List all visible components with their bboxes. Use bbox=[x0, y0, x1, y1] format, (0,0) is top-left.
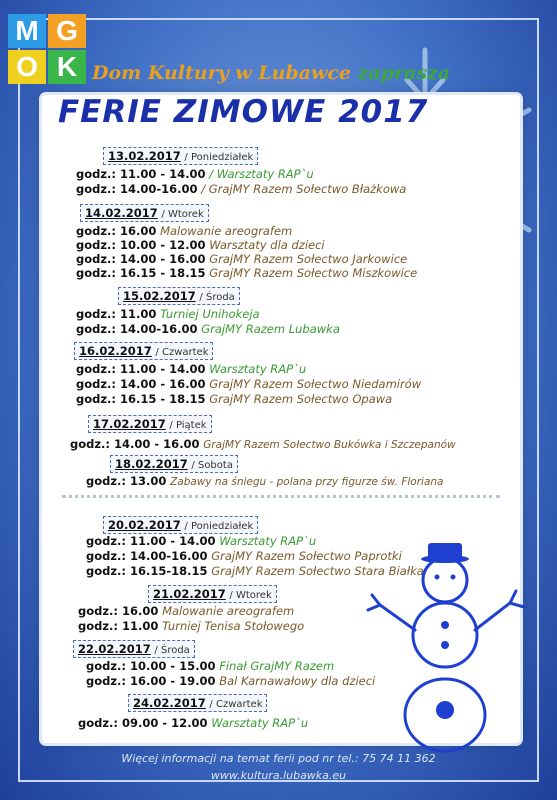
date-label: 17.02.2017 bbox=[93, 417, 166, 431]
activity-label: Malowanie areografem bbox=[162, 604, 295, 618]
time-label: godz.: 13.00 bbox=[86, 474, 167, 488]
time-label: godz.: 16.15 - 18.15 bbox=[76, 392, 206, 406]
activity-label: Warsztaty RAP`u bbox=[211, 716, 309, 730]
activity-label: GrajMY Razem Sołectwo Niedamirów bbox=[209, 377, 422, 391]
date-heading bbox=[148, 585, 277, 603]
date-label: 24.02.2017 bbox=[133, 696, 206, 710]
date-label: 13.02.2017 bbox=[108, 149, 181, 163]
activity-label: Malowanie areografem bbox=[160, 224, 293, 238]
time-label: godz.: 11.00 - 14.00 bbox=[86, 534, 216, 548]
schedule-row bbox=[78, 604, 294, 618]
schedule-row bbox=[76, 238, 325, 252]
time-label: godz.: 16.00 bbox=[76, 224, 157, 238]
logo-letter-g: G bbox=[48, 14, 86, 48]
activity-label: Turniej Unihokeja bbox=[160, 307, 260, 321]
activity-label: Warsztaty RAP`u bbox=[209, 362, 307, 376]
date-label: 21.02.2017 bbox=[153, 587, 226, 601]
schedule-row bbox=[78, 619, 304, 633]
weekday-label: / Poniedziałek bbox=[184, 521, 254, 532]
logo-letter-o: O bbox=[8, 50, 46, 84]
date-heading bbox=[103, 147, 258, 165]
activity-label: GrajMY Razem Sołectwo Miszkowice bbox=[209, 266, 418, 280]
time-label: godz.: 14.00 - 16.00 bbox=[70, 437, 200, 451]
schedule-row bbox=[86, 549, 402, 563]
time-label: godz.: 16.00 bbox=[78, 604, 159, 618]
date-heading bbox=[74, 342, 213, 360]
schedule-row bbox=[86, 659, 334, 673]
time-label: godz.: 10.00 - 15.00 bbox=[86, 659, 216, 673]
date-label: 14.02.2017 bbox=[85, 206, 158, 220]
schedule-row bbox=[76, 224, 292, 238]
schedule-row bbox=[86, 674, 375, 688]
schedule-row bbox=[76, 167, 314, 181]
page-title: FERIE ZIMOWE 2017 bbox=[58, 94, 429, 130]
invite-text: zaprasza bbox=[357, 62, 451, 84]
footer-url: www.kultura.lubawka.eu bbox=[210, 769, 347, 782]
date-label: 15.02.2017 bbox=[123, 289, 196, 303]
snowman-illustration bbox=[360, 525, 530, 760]
logo-letter-k: K bbox=[48, 50, 86, 84]
date-heading bbox=[110, 455, 238, 473]
activity-label: Bal Karnawałowy dla dzieci bbox=[219, 674, 376, 688]
time-label: godz.: 09.00 - 12.00 bbox=[78, 716, 208, 730]
schedule-row bbox=[78, 716, 308, 730]
activity-label: GrajMY Razem Sołectwo Jarkowice bbox=[209, 252, 408, 266]
schedule-row bbox=[76, 307, 260, 321]
time-label: godz.: 16.15-18.15 bbox=[86, 564, 208, 578]
activity-label: Turniej Tenisa Stołowego bbox=[162, 619, 305, 633]
date-heading bbox=[103, 516, 258, 534]
weekday-label: / Piątek bbox=[169, 420, 207, 431]
date-heading bbox=[73, 640, 195, 658]
activity-label: GrajMY Razem Sołectwo Bukówka i Szczepanów bbox=[203, 439, 456, 451]
time-label: godz.: 14.00-16.00 bbox=[76, 182, 198, 196]
activity-label: GrajMY Razem Sołectwo Stara Białka bbox=[211, 564, 424, 578]
time-label: godz.: 14.00-16.00 bbox=[86, 549, 208, 563]
schedule-row bbox=[76, 266, 417, 280]
weekday-label: / Wtorek bbox=[161, 209, 204, 220]
schedule-row bbox=[76, 252, 407, 266]
time-label: godz.: 14.00 - 16.00 bbox=[76, 377, 206, 391]
time-label: godz.: 11.00 bbox=[76, 307, 157, 321]
schedule-row bbox=[76, 182, 406, 196]
date-heading bbox=[128, 694, 267, 712]
activity-label: / GrajMY Razem Sołectwo Błażkowa bbox=[201, 182, 407, 196]
time-label: godz.: 16.15 - 18.15 bbox=[76, 266, 206, 280]
activity-label: Warsztaty RAP`u bbox=[219, 534, 317, 548]
activity-label: GrajMY Razem Lubawka bbox=[201, 322, 340, 336]
weekday-label: / Środa bbox=[154, 645, 190, 656]
header-line bbox=[92, 62, 450, 84]
activity-label: / Warsztaty RAP`u bbox=[209, 167, 314, 181]
date-label: 20.02.2017 bbox=[108, 518, 181, 532]
date-heading bbox=[80, 204, 209, 222]
time-label: godz.: 16.00 - 19.00 bbox=[86, 674, 216, 688]
time-label: godz.: 14.00-16.00 bbox=[76, 322, 198, 336]
activity-label: Warsztaty dla dzieci bbox=[209, 238, 325, 252]
mgok-logo bbox=[8, 14, 88, 88]
activity-label: GrajMY Razem Sołectwo Opawa bbox=[209, 392, 393, 406]
weekday-label: / Czwartek bbox=[155, 347, 209, 358]
schedule-row bbox=[76, 362, 306, 376]
logo-letter-m: M bbox=[8, 14, 46, 48]
date-label: 22.02.2017 bbox=[78, 642, 151, 656]
date-heading bbox=[118, 287, 240, 305]
time-label: godz.: 11.00 bbox=[78, 619, 159, 633]
organization-name: Dom Kultury w Lubawce bbox=[92, 62, 352, 84]
activity-label: GrajMY Razem Sołectwo Paprotki bbox=[211, 549, 402, 563]
weekday-label: / Środa bbox=[199, 292, 235, 303]
schedule-row bbox=[76, 322, 340, 336]
week-divider bbox=[62, 495, 500, 498]
weekday-label: / Czwartek bbox=[209, 699, 263, 710]
time-label: godz.: 11.00 - 14.00 bbox=[76, 167, 206, 181]
activity-label: Zabawy na śniegu - polana przy figurze św. Floriana bbox=[170, 476, 444, 488]
date-label: 16.02.2017 bbox=[79, 344, 152, 358]
footer-info: Więcej informacji na temat ferii pod nr tel.: 75 74 11 362 bbox=[121, 752, 436, 765]
weekday-label: / Poniedziałek bbox=[184, 152, 254, 163]
time-label: godz.: 14.00 - 16.00 bbox=[76, 252, 206, 266]
activity-label: Finał GrajMY Razem bbox=[219, 659, 335, 673]
schedule-row bbox=[86, 474, 443, 488]
time-label: godz.: 10.00 - 12.00 bbox=[76, 238, 206, 252]
schedule-row bbox=[86, 534, 316, 548]
date-heading bbox=[88, 415, 212, 433]
schedule-row bbox=[70, 437, 456, 451]
weekday-label: / Sobota bbox=[191, 460, 233, 471]
weekday-label: / Wtorek bbox=[229, 590, 272, 601]
schedule-row bbox=[76, 377, 421, 391]
time-label: godz.: 11.00 - 14.00 bbox=[76, 362, 206, 376]
schedule-row bbox=[76, 392, 392, 406]
date-label: 18.02.2017 bbox=[115, 457, 188, 471]
